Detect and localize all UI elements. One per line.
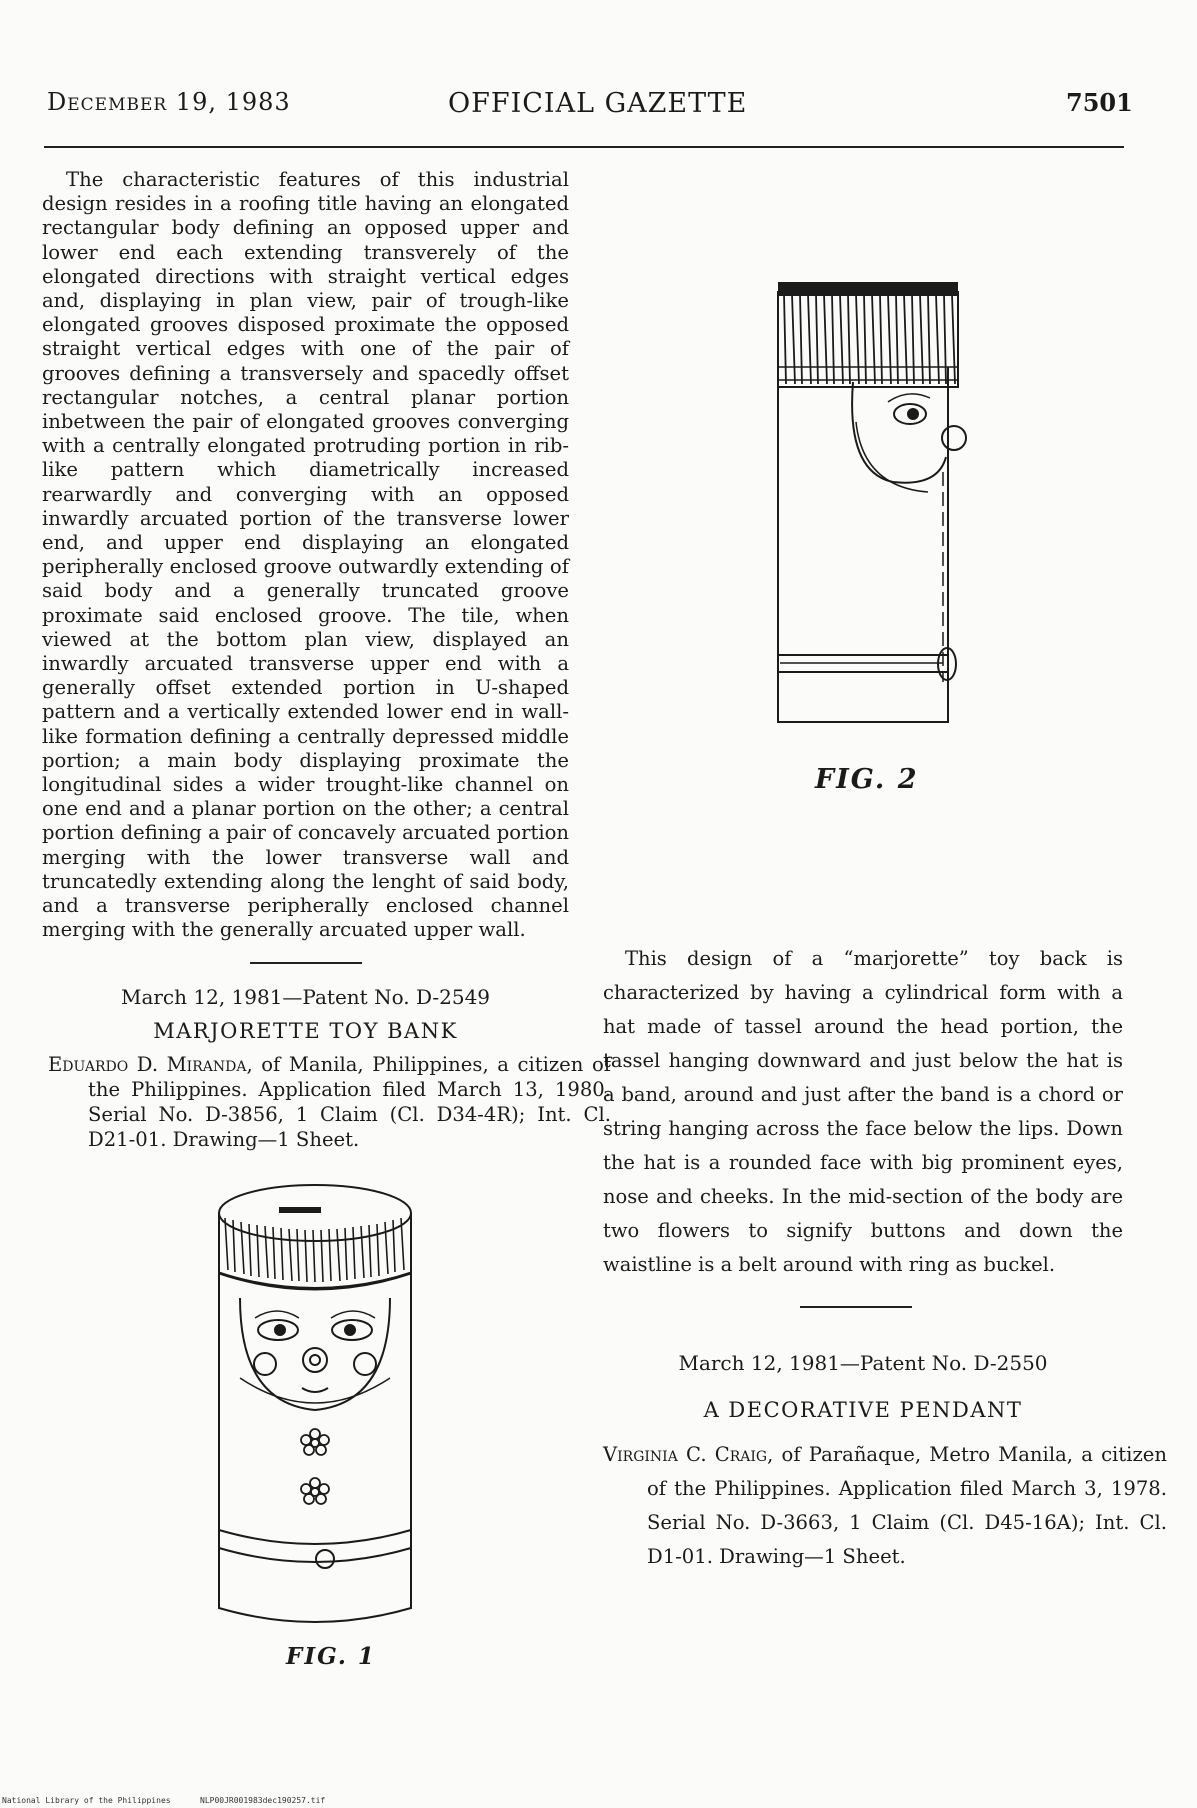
side-nose — [942, 426, 966, 450]
header-rule — [44, 146, 1124, 148]
inventor-name-2: Virginia C. Craig — [603, 1443, 768, 1466]
gazette-title: OFFICIAL GAZETTE — [448, 88, 748, 119]
patent-2549-line: March 12, 1981—Patent No. D-2549 — [120, 985, 491, 1009]
section-divider-2 — [800, 1306, 912, 1308]
inventor-details-2: , of Parañaque, Metro Manila, a citizen of the Philippines. Application filed March 3, 1978. Serial No. D-3663, 1 Claim (Cl. D45-16A); Int. Cl. D1-01. Drawing—1 Sheet. — [647, 1443, 1167, 1568]
patent-2550-title: A DECORATIVE PENDANT — [703, 1398, 1023, 1422]
belt-buckle-ring — [316, 1550, 334, 1568]
fig1-label: FIG. 1 — [286, 1643, 376, 1670]
patent-2549-inventor — [48, 1052, 611, 1152]
belt-top — [219, 1530, 411, 1544]
fig2-toy-bank-side-drawing — [768, 272, 968, 742]
belt-bottom — [219, 1548, 411, 1562]
page-number: 7501 — [1066, 88, 1133, 117]
fig2-label: FIG. 2 — [815, 764, 919, 795]
chord — [240, 1378, 390, 1403]
nose — [303, 1348, 327, 1372]
patent-2549-title: MARJORETTE TOY BANK — [153, 1019, 458, 1043]
fig1-toy-bank-drawing — [200, 1178, 430, 1643]
inventor-details: , of Manila, Philippines, a citizen of the Philippines. Application filed March 13, 1980. Serial No. D-3856, 1 Claim (Cl. D34-4R); Int. Cl. D21-01. Drawing—1 Sheet. — [88, 1053, 611, 1151]
side-tassel-hat — [778, 292, 958, 387]
patent-2550-inventor — [603, 1438, 1167, 1574]
roofing-tile-description: The characteristic features of this industrial design resides in a roofing title having an elongated rectangular body defining an opposed upper and lower end each extending transverely of the elongated directions with straight vertical edges and, displaying in plan view, pair of trough-like elongated grooves disposed proximate the opposed straight vertical edges with one of the pair of grooves defining a transversely and spacedly offset rectangular notches, a central planar portion inbetween the pair of elongated grooves converging with a centrally elongated protruding portion in rib-like pattern which diametrically increased rearwardly and converging with an opposed inwardly arcuated portion of the transverse lower end, and upper end displaying an elongated peripherally enclosed groove outwardly extending of said body and a generally truncated groove proximate said enclosed groove. The tile, when viewed at the bottom plan view, displayed an inwardly arcuated transverse upper end with a generally offset extended portion in U-shaped pattern and a vertically extended lower end in wall-like formation defining a centrally depressed middle portion; a main body displaying proximate the longitudinal sides a wider trought-like channel on one end and a planar portion on the other; a central portion defining a pair of concavely arcuated portion merging with the lower transverse wall and truncatedly extending along the lenght of said body, and a transverse peripherally enclosed channel merging with the generally arcuated upper wall. — [42, 168, 569, 942]
footer-library: National Library of the Philippines — [2, 1796, 171, 1805]
coin-slot — [280, 1208, 320, 1212]
lips — [302, 1388, 328, 1392]
header-date: December 19, 1983 — [47, 88, 291, 116]
patent-2550-line: March 12, 1981—Patent No. D-2550 — [678, 1351, 1048, 1375]
right-cheek — [354, 1353, 376, 1375]
marjorette-description: This design of a “marjorette” toy back is characterized by having a cylindrical form with a hat made of tassel around the head portion, the tassel hanging downward and just below the hat is a band, around and just after the band is a chord or string hanging across the face below the lips. Down the hat is a rounded face with big prominent eyes, nose and cheeks. In the mid-section of the body are two flowers to signify buttons and down the waistline is a belt around with ring as buckel. — [603, 947, 1123, 1276]
flower-button-2 — [301, 1478, 329, 1504]
footer-file: NLP00JR001983dec190257.tif — [200, 1796, 326, 1805]
left-cheek — [254, 1353, 276, 1375]
section-divider — [250, 962, 362, 964]
flower-button-1 — [301, 1429, 329, 1455]
side-face — [852, 382, 946, 483]
inventor-name: Eduardo D. Miranda — [48, 1053, 247, 1076]
